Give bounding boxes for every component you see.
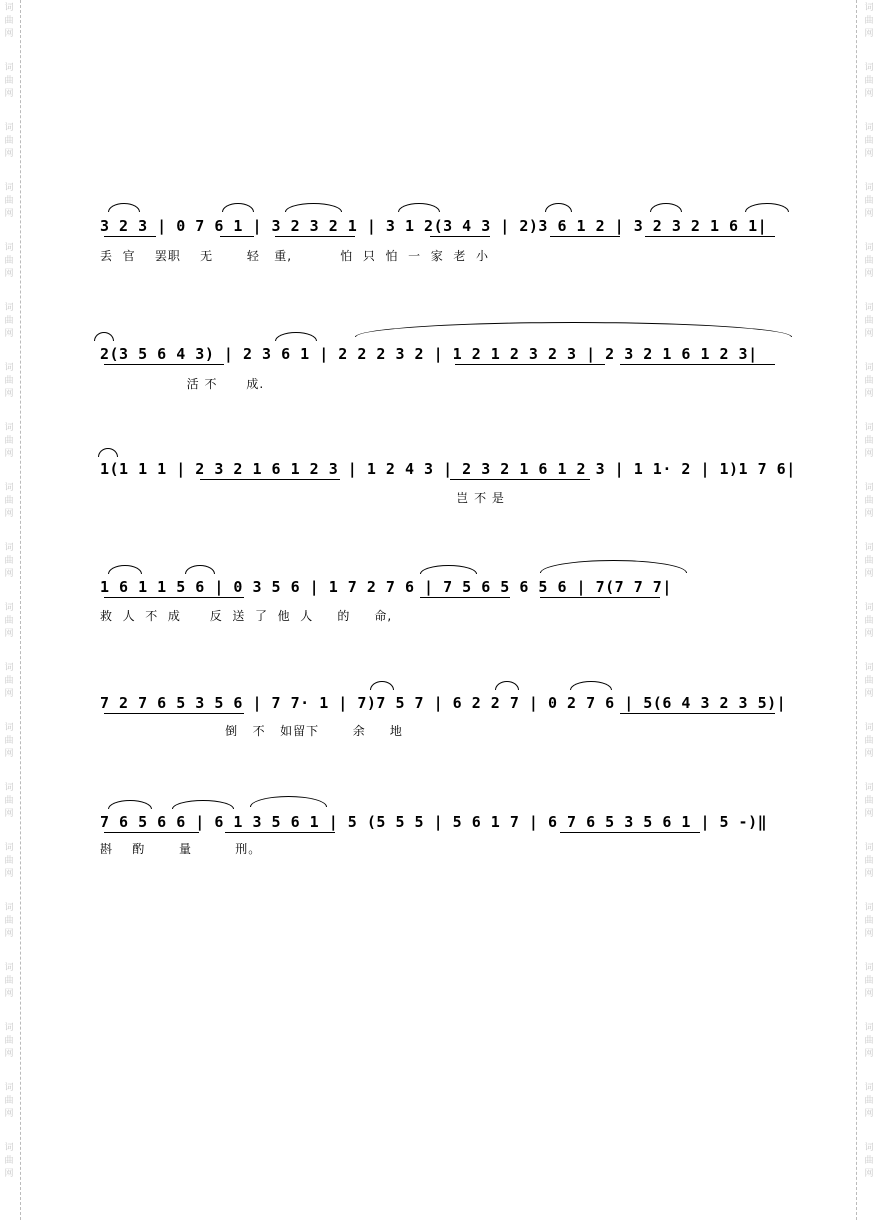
watermark-text: 词曲网 — [864, 663, 874, 699]
score-line-6: 7 6 5 6 6 | 6 1 3 5 6 1 | 5 (5 5 5 | 5 6 1 7 | 6 7 6 5 3 5 6 1 | 5 -)‖ — [100, 813, 768, 831]
watermark-text: 词曲网 — [864, 3, 874, 39]
slur — [545, 203, 572, 212]
lyric-line-2: 活 不 成. — [100, 377, 265, 391]
watermark-text: 词曲网 — [864, 243, 874, 279]
watermark-text: 词曲网 — [864, 183, 874, 219]
watermark-text: 词曲网 — [4, 1143, 14, 1179]
score-line-5: 7 2 7 6 5 3 5 6 | 7 7· 1 | 7)7 5 7 | 6 2 2 7 | 0 2 7 6 | 5(6 4 3 2 3 5)| — [100, 694, 787, 712]
beam — [275, 236, 355, 237]
slur — [98, 448, 118, 457]
score-line-2: 2(3 5 6 4 3) | 2 3 6 1 | 2 2 2 3 2 | 1 2 1 2 3 2 3 | 2 3 2 1 6 1 2 3| — [100, 345, 758, 363]
watermark-text: 词曲网 — [864, 1143, 874, 1179]
watermark-text: 词曲网 — [864, 123, 874, 159]
slur — [495, 681, 519, 690]
beam — [104, 597, 244, 598]
slur — [285, 203, 342, 212]
watermark-text: 词曲网 — [4, 663, 14, 699]
slur — [540, 560, 687, 573]
lyric-line-1: 丢 官 罢职 无 轻 重, 怕 只 怕 一 家 老 小 — [100, 249, 490, 263]
watermark-text: 词曲网 — [4, 423, 14, 459]
watermark-text: 词曲网 — [864, 1083, 874, 1119]
watermark-text: 词曲网 — [864, 423, 874, 459]
watermark-text: 词曲网 — [4, 543, 14, 579]
watermark-text: 词曲网 — [4, 723, 14, 759]
watermark-text: 词曲网 — [864, 783, 874, 819]
beam — [620, 364, 775, 365]
slur — [420, 565, 477, 574]
score-line-1: 3 2 3 | 0 7 6 1 | 3 2 3 2 1 | 3 1 2(3 4 3 | 2)3 6 1 2 | 3 2 3 2 1 6 1| — [100, 217, 768, 235]
watermark-text: 词曲网 — [4, 963, 14, 999]
lyric-line-6: 斟 酌 量 刑。 — [100, 842, 262, 856]
watermark-text: 词曲网 — [864, 903, 874, 939]
slur — [745, 203, 789, 212]
slur — [275, 332, 317, 341]
beam — [455, 364, 605, 365]
beam — [540, 597, 660, 598]
beam — [104, 364, 224, 365]
beam — [420, 597, 510, 598]
watermark-text: 词曲网 — [4, 843, 14, 879]
beam — [560, 832, 700, 833]
watermark-text: 词曲网 — [4, 303, 14, 339]
watermark-text: 词曲网 — [864, 603, 874, 639]
slur — [570, 681, 612, 690]
watermark-text: 词曲网 — [4, 243, 14, 279]
slur — [108, 565, 142, 574]
watermark-text: 词曲网 — [4, 1083, 14, 1119]
watermark-text: 词曲网 — [4, 483, 14, 519]
watermark-text: 词曲网 — [864, 303, 874, 339]
watermark-text: 词曲网 — [864, 363, 874, 399]
watermark-text: 词曲网 — [864, 723, 874, 759]
slur — [108, 800, 152, 809]
slur — [94, 332, 114, 341]
watermark-text: 词曲网 — [4, 903, 14, 939]
watermark-text: 词曲网 — [4, 123, 14, 159]
slur — [250, 796, 327, 807]
watermark-text: 词曲网 — [4, 603, 14, 639]
slur — [172, 800, 234, 809]
beam — [225, 832, 335, 833]
beam — [550, 236, 620, 237]
watermark-text: 词曲网 — [864, 963, 874, 999]
beam — [220, 236, 254, 237]
watermark-text: 词曲网 — [4, 183, 14, 219]
watermark-text: 词曲网 — [864, 483, 874, 519]
slur — [222, 203, 254, 212]
watermark-text: 词曲网 — [4, 3, 14, 39]
watermark-text: 词曲网 — [4, 1023, 14, 1059]
lyric-line-5: 倒 不 如留下 余 地 — [100, 724, 403, 738]
watermark-text: 词曲网 — [4, 363, 14, 399]
lyric-line-4: 救 人 不 成 反 送 了 他 人 的 命, — [100, 609, 393, 623]
slur — [398, 203, 440, 212]
beam — [104, 236, 156, 237]
slur — [650, 203, 682, 212]
score-line-3: 1(1 1 1 | 2 3 2 1 6 1 2 3 | 1 2 4 3 | 2 3 2 1 6 1 2 3 | 1 1· 2 | 1)1 7 6| — [100, 460, 796, 478]
beam — [620, 713, 775, 714]
watermark-text: 词曲网 — [864, 543, 874, 579]
slur — [108, 203, 140, 212]
beam — [450, 479, 590, 480]
watermark-text: 词曲网 — [864, 1023, 874, 1059]
watermark-text: 词曲网 — [4, 783, 14, 819]
watermark-text: 词曲网 — [864, 843, 874, 879]
beam — [430, 236, 490, 237]
slur — [185, 565, 215, 574]
lyric-line-3: 岂 不 是 — [100, 491, 505, 505]
slur — [370, 681, 394, 690]
beam — [104, 713, 244, 714]
beam — [104, 832, 199, 833]
watermark-text: 词曲网 — [4, 63, 14, 99]
slur — [355, 322, 792, 337]
beam — [645, 236, 775, 237]
score-line-4: 1 6 1 1 5 6 | 0 3 5 6 | 1 7 2 7 6 | 7 5 6 5 6 5 6 | 7(7 7 7| — [100, 578, 672, 596]
watermark-text: 词曲网 — [864, 63, 874, 99]
left-margin-line — [20, 0, 21, 1220]
right-margin-line — [856, 0, 857, 1220]
beam — [200, 479, 340, 480]
